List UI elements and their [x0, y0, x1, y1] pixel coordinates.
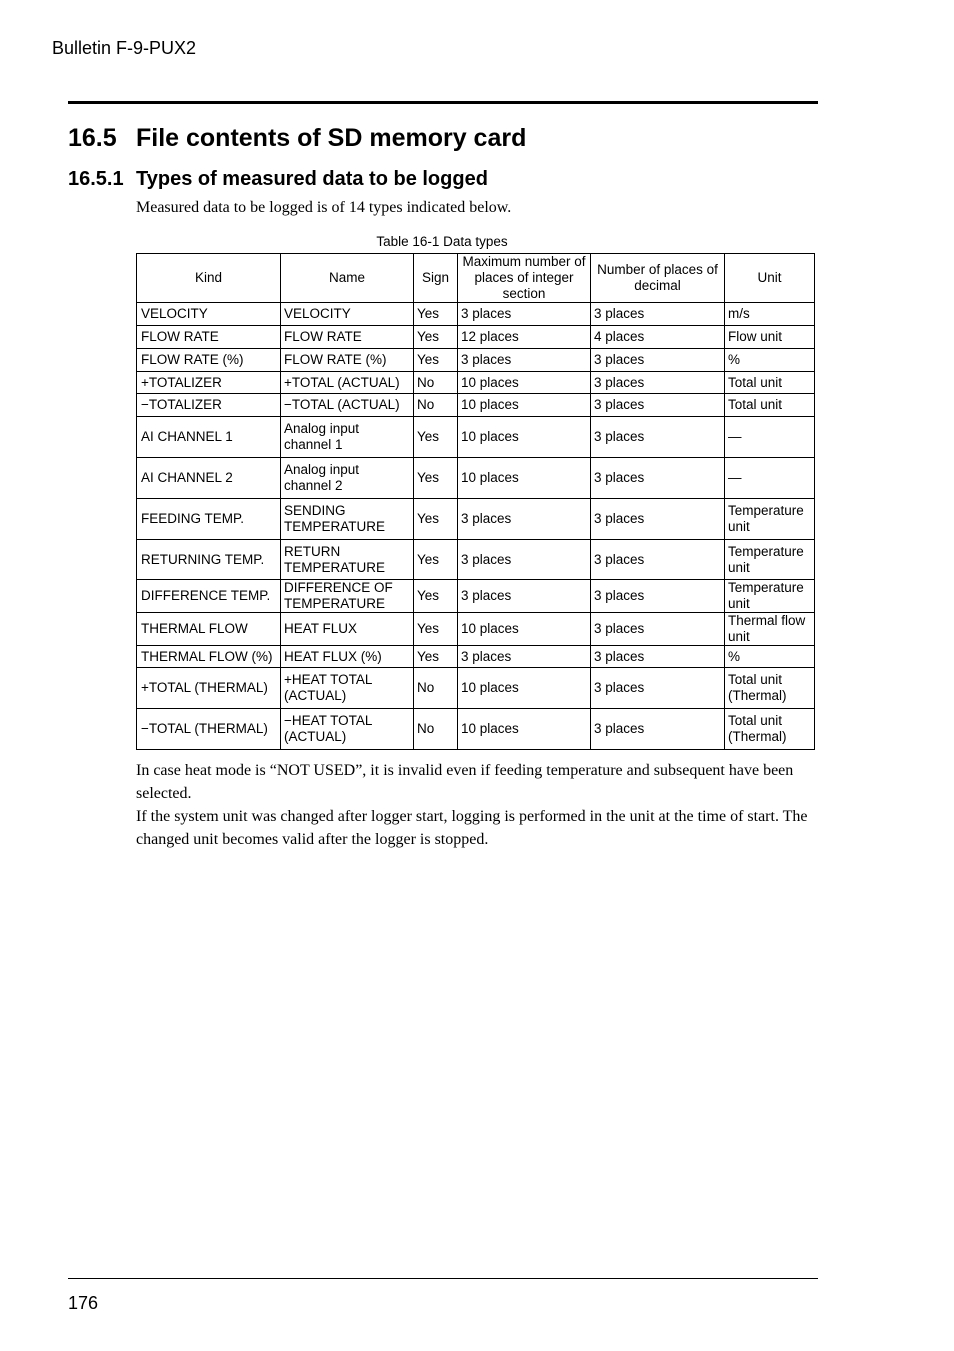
table-cell: Total unit (Thermal)	[725, 709, 815, 750]
table-cell: 10 places	[458, 394, 591, 417]
column-header: Unit	[725, 254, 815, 303]
table-cell: Yes	[414, 646, 458, 668]
table-cell: Yes	[414, 540, 458, 580]
table-cell: 3 places	[458, 580, 591, 613]
table-cell: No	[414, 394, 458, 417]
table-cell: 10 places	[458, 372, 591, 394]
table-row	[137, 668, 815, 709]
table-cell: No	[414, 709, 458, 750]
data-types-table	[136, 253, 815, 750]
table-row	[137, 499, 815, 540]
table-cell: THERMAL FLOW (%)	[137, 646, 281, 668]
subsection-title: Types of measured data to be logged	[136, 168, 488, 190]
table-cell: Total unit	[725, 394, 815, 417]
table-cell: FEEDING TEMP.	[137, 499, 281, 540]
table-cell: Yes	[414, 349, 458, 372]
table-cell: 3 places	[458, 499, 591, 540]
table-cell: —	[725, 458, 815, 499]
table-row	[137, 458, 815, 499]
table-cell: 10 places	[458, 709, 591, 750]
table-row	[137, 326, 815, 349]
table-row	[137, 394, 815, 417]
table-cell: Yes	[414, 303, 458, 326]
table-row	[137, 372, 815, 394]
table-cell: FLOW RATE (%)	[281, 349, 414, 372]
table-cell: +TOTAL (THERMAL)	[137, 668, 281, 709]
table-cell: Yes	[414, 613, 458, 646]
subsection-number: 16.5.1	[68, 168, 124, 190]
table-cell: +TOTAL (ACTUAL)	[281, 372, 414, 394]
column-header: Kind	[137, 254, 281, 303]
table-caption: Table 16-1 Data types	[376, 234, 508, 249]
table-cell: −HEAT TOTAL (ACTUAL)	[281, 709, 414, 750]
table-row	[137, 303, 815, 326]
table-cell: Temperature unit	[725, 580, 815, 613]
table-cell: 3 places	[591, 349, 725, 372]
table-cell: VELOCITY	[137, 303, 281, 326]
section-number: 16.5	[68, 124, 117, 152]
table-cell: Total unit	[725, 372, 815, 394]
note-paragraph: In case heat mode is “NOT USED”, it is invalid even if feeding temperature and subsequent have been selected.	[136, 762, 794, 802]
table-cell: 3 places	[591, 709, 725, 750]
table-cell: 3 places	[591, 458, 725, 499]
table-cell: RETURN TEMPERATURE	[281, 540, 414, 580]
table-cell: %	[725, 349, 815, 372]
table-cell: Yes	[414, 417, 458, 458]
section-title: File contents of SD memory card	[136, 124, 527, 152]
table-cell: 3 places	[591, 580, 725, 613]
table-row	[137, 613, 815, 646]
table-cell: FLOW RATE (%)	[137, 349, 281, 372]
table-cell: 3 places	[591, 540, 725, 580]
table-cell: %	[725, 646, 815, 668]
table-cell: SENDING TEMPERATURE	[281, 499, 414, 540]
table-row	[137, 417, 815, 458]
bulletin-header: Bulletin F-9-PUX2	[52, 38, 197, 58]
table-cell: Total unit (Thermal)	[725, 668, 815, 709]
table-cell: −TOTAL (THERMAL)	[137, 709, 281, 750]
table-row	[137, 709, 815, 750]
table-cell: AI CHANNEL 1	[137, 417, 281, 458]
note-paragraph: If the system unit was changed after logger start, logging is performed in the unit at the time of start. The changed unit becomes valid after the logger is stopped.	[136, 808, 808, 848]
table-cell: 3 places	[591, 668, 725, 709]
table-cell: 10 places	[458, 668, 591, 709]
table-cell: 3 places	[458, 646, 591, 668]
table-cell: FLOW RATE	[281, 326, 414, 349]
table-cell: 12 places	[458, 326, 591, 349]
table-row	[137, 646, 815, 668]
table-cell: THERMAL FLOW	[137, 613, 281, 646]
table-cell: FLOW RATE	[137, 326, 281, 349]
table-cell: Thermal flow unit	[725, 613, 815, 646]
table-cell: 3 places	[591, 417, 725, 458]
table-cell: RETURNING TEMP.	[137, 540, 281, 580]
table-row	[137, 349, 815, 372]
table-cell: Analog input channel 2	[281, 458, 414, 499]
table-cell: HEAT FLUX (%)	[281, 646, 414, 668]
table-row	[137, 540, 815, 580]
table-cell: 3 places	[591, 303, 725, 326]
column-header: Maximum number of places of integer section	[458, 254, 591, 303]
table-cell: Yes	[414, 326, 458, 349]
table-cell: 3 places	[591, 646, 725, 668]
table-cell: 3 places	[591, 372, 725, 394]
table-cell: m/s	[725, 303, 815, 326]
table-cell: Temperature unit	[725, 540, 815, 580]
table-cell: Temperature unit	[725, 499, 815, 540]
table-cell: No	[414, 668, 458, 709]
subsection-heading	[68, 168, 488, 191]
table-cell: 3 places	[458, 540, 591, 580]
header-divider	[68, 101, 818, 104]
column-header: Sign	[414, 254, 458, 303]
table-cell: 3 places	[458, 349, 591, 372]
table-cell: Analog input channel 1	[281, 417, 414, 458]
table-cell: +HEAT TOTAL (ACTUAL)	[281, 668, 414, 709]
section-heading	[68, 124, 526, 153]
table-cell: DIFFERENCE TEMP.	[137, 580, 281, 613]
table-cell: +TOTALIZER	[137, 372, 281, 394]
table-cell: 3 places	[591, 394, 725, 417]
table-cell: No	[414, 372, 458, 394]
table-cell: 4 places	[591, 326, 725, 349]
table-cell: Flow unit	[725, 326, 815, 349]
intro-paragraph: Measured data to be logged is of 14 types indicated below.	[136, 199, 512, 216]
column-header: Name	[281, 254, 414, 303]
table-row	[137, 580, 815, 613]
footer-divider	[68, 1278, 818, 1279]
table-cell: VELOCITY	[281, 303, 414, 326]
table-cell: DIFFERENCE OF TEMPERATURE	[281, 580, 414, 613]
table-cell: 3 places	[591, 613, 725, 646]
table-cell: 10 places	[458, 417, 591, 458]
table-cell: −TOTAL (ACTUAL)	[281, 394, 414, 417]
table-cell: Yes	[414, 458, 458, 499]
table-cell: Yes	[414, 580, 458, 613]
table-cell: Yes	[414, 499, 458, 540]
table-cell: HEAT FLUX	[281, 613, 414, 646]
table-cell: 3 places	[458, 303, 591, 326]
table-cell: 10 places	[458, 458, 591, 499]
table-cell: −TOTALIZER	[137, 394, 281, 417]
table-header-row	[137, 254, 815, 303]
column-header: Number of places of decimal	[591, 254, 725, 303]
table-cell: 3 places	[591, 499, 725, 540]
notes	[136, 759, 816, 851]
table-cell: AI CHANNEL 2	[137, 458, 281, 499]
table-cell: 10 places	[458, 613, 591, 646]
table-cell: —	[725, 417, 815, 458]
page-number: 176	[68, 1293, 99, 1313]
